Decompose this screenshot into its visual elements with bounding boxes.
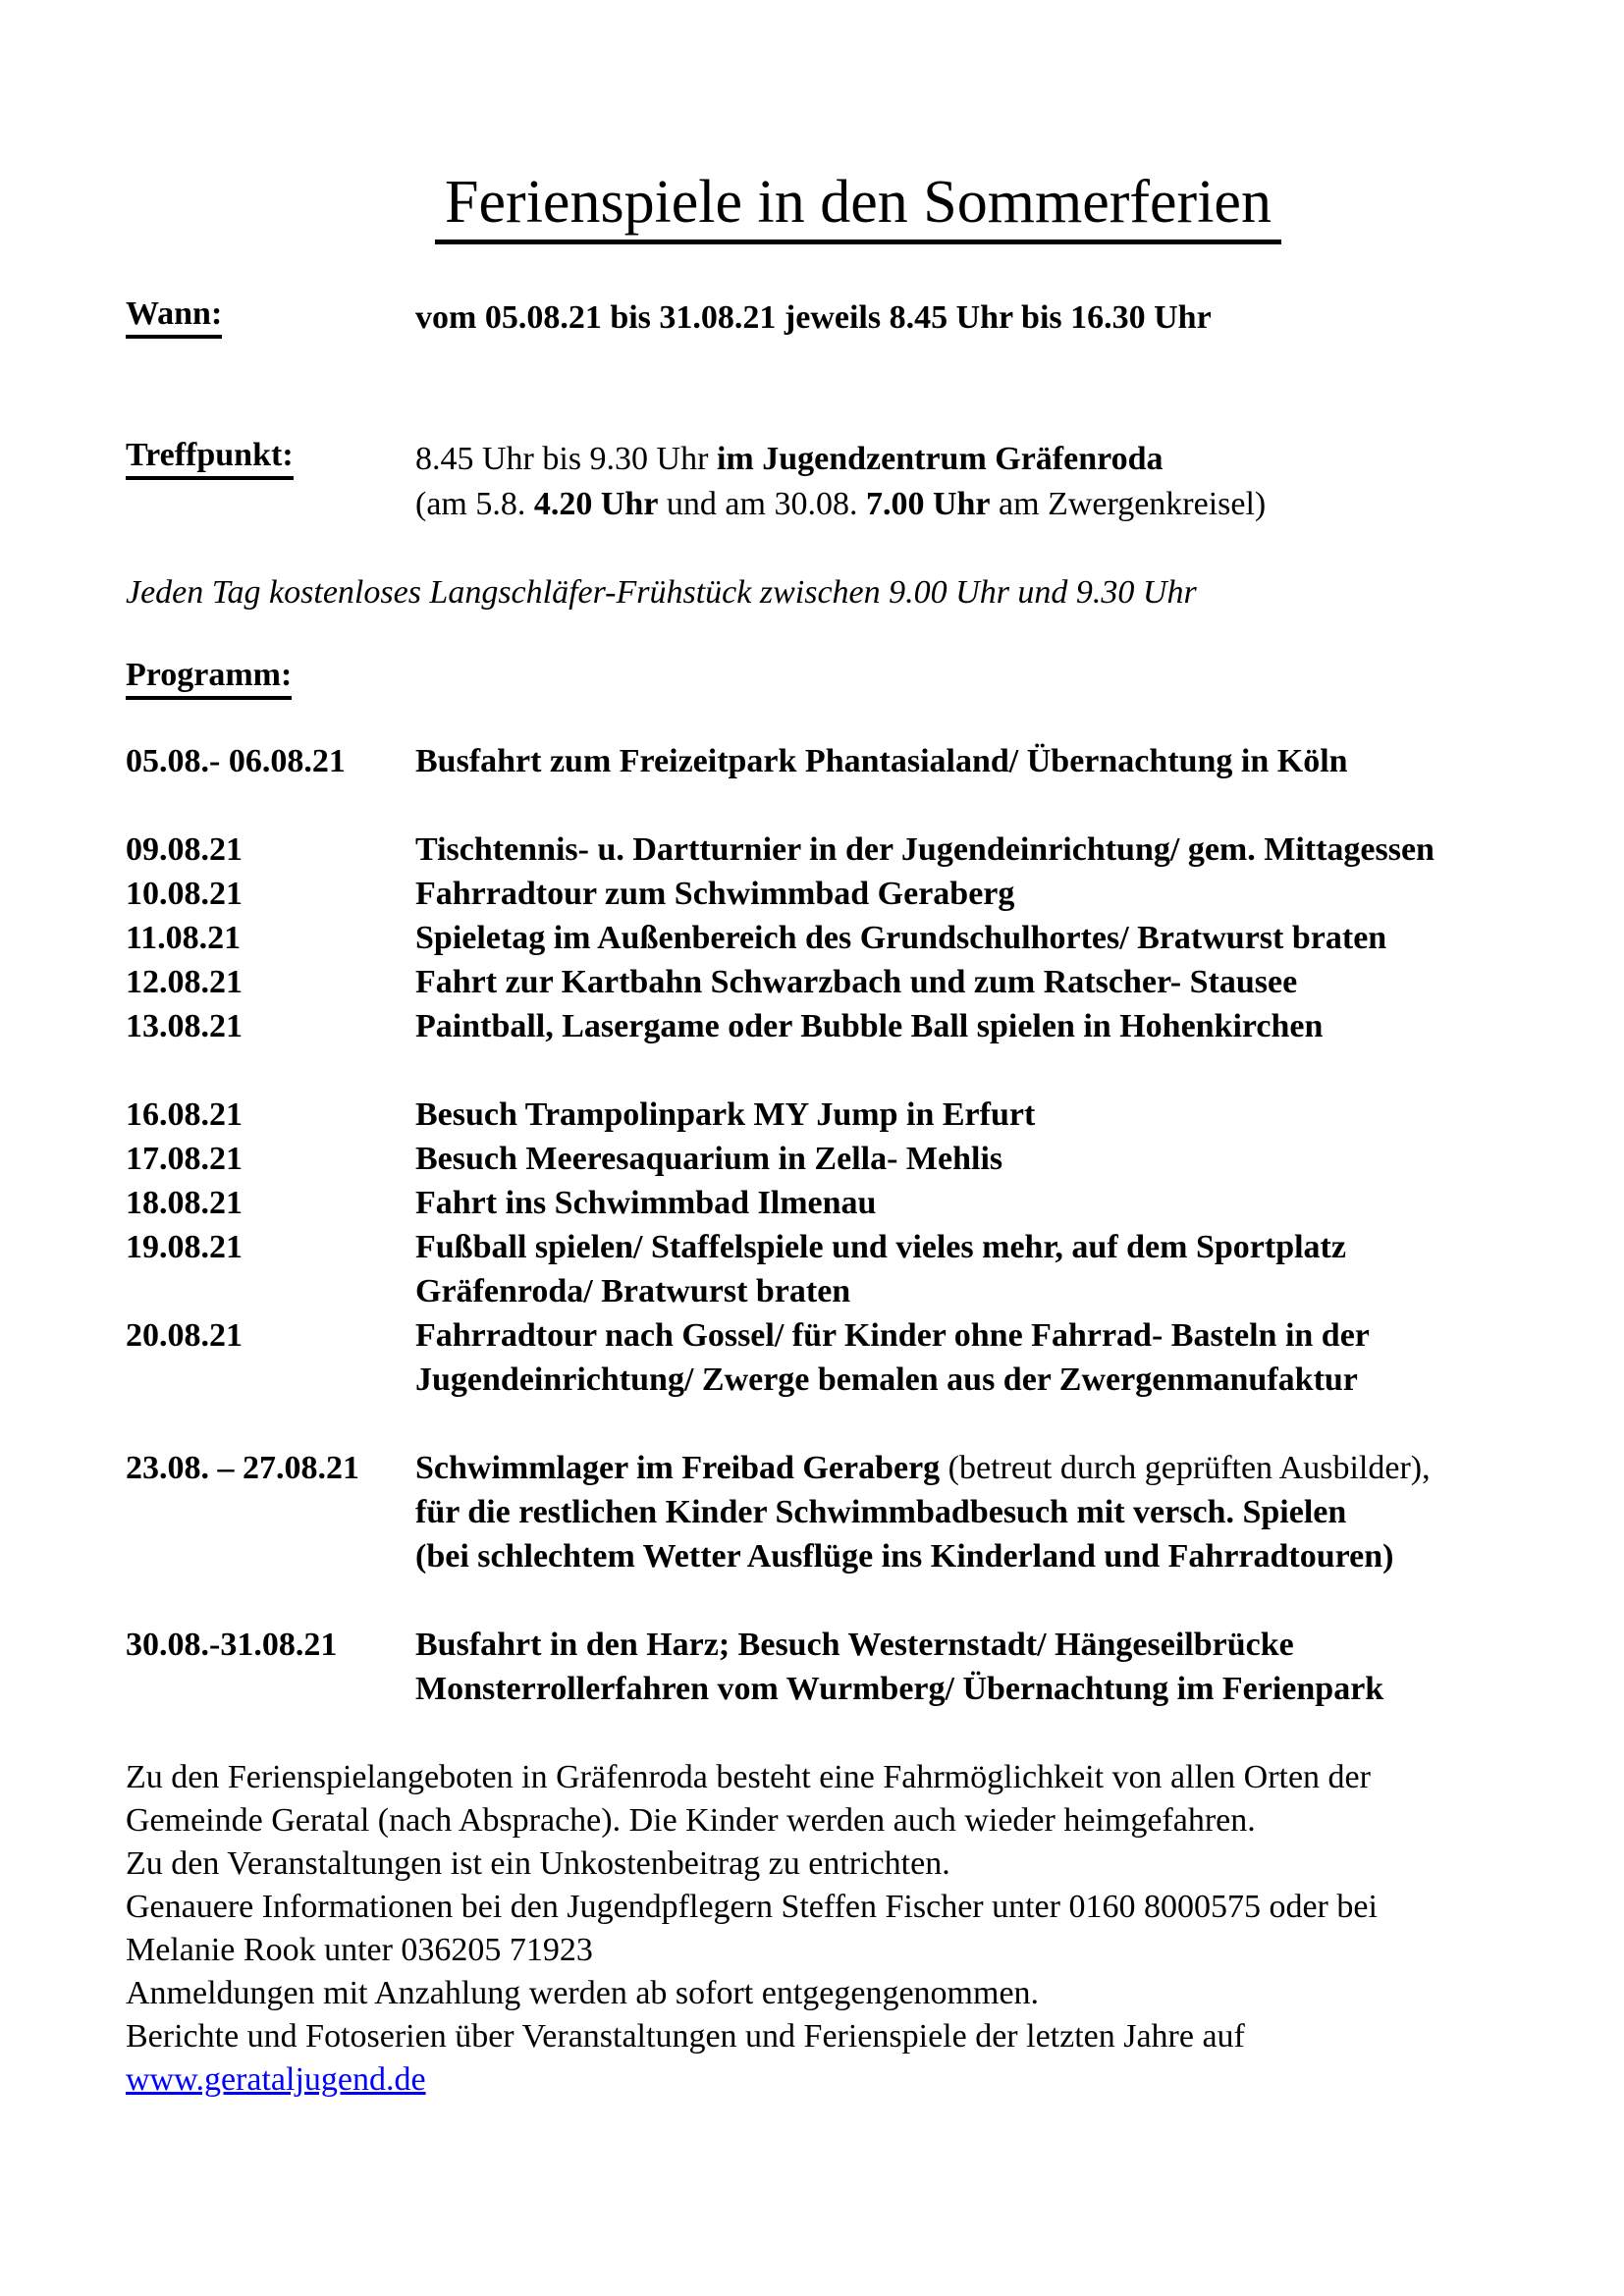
program-date: 09.08.21: [126, 831, 243, 869]
program-activity: Spieletag im Außenbereich des Grundschulhortes/ Bratwurst braten: [415, 920, 1387, 957]
footer-line: Zu den Veranstaltungen ist ein Unkostenbeitrag zu entrichten.: [126, 1845, 950, 1883]
footer-link-line: [126, 2058, 1591, 2102]
footer-line: Berichte und Fotoserien über Veranstaltungen und Ferienspiele der letzten Jahre auf: [126, 2018, 1245, 2056]
program-row: [126, 739, 1591, 783]
program-activity: Tischtennis- u. Dartturnier in der Jugendeinrichtung/ gem. Mittagessen: [415, 831, 1435, 869]
program-date: 13.08.21: [126, 1008, 243, 1045]
program-date: 10.08.21: [126, 876, 243, 913]
program-activity: Besuch Meeresaquarium in Zella- Mehlis: [415, 1141, 1003, 1178]
program-row: [126, 1623, 1591, 1711]
footer-info: [126, 1756, 1591, 2102]
meeting-point-value: [415, 437, 1591, 527]
program-date: 19.08.21: [126, 1229, 243, 1266]
program-activity: Besuch Trampolinpark MY Jump in Erfurt: [415, 1096, 1036, 1134]
website-link[interactable]: www.gerataljugend.de: [126, 2061, 426, 2099]
program-date: 17.08.21: [126, 1141, 243, 1178]
program-date: 16.08.21: [126, 1096, 243, 1134]
program-activity: Fahrradtour zum Schwimmbad Geraberg: [415, 876, 1015, 913]
program-row: [126, 1093, 1591, 1137]
program-activity: Paintball, Lasergame oder Bubble Ball spielen in Hohenkirchen: [415, 1008, 1324, 1045]
program-row: [126, 1137, 1591, 1181]
program-activity: Fußball spielen/ Staffelspiele und vieles mehr, auf dem Sportplatz Gräfenroda/ Bratwurst braten: [415, 1229, 1346, 1310]
program-row: [126, 1225, 1591, 1313]
when-label: Wann:: [126, 295, 415, 339]
program-activity: Schwimmlager im Freibad Geraberg (betreut durch geprüften Ausbilder), für die restlichen Kinder Schwimmbadbesuch mit versch. Spielen (bei schlechtem Wetter Ausflüge ins Kinderland und Fahrradtouren): [415, 1450, 1431, 1575]
program-activity: Fahrt zur Kartbahn Schwarzbach und zum Ratscher- Stausee: [415, 964, 1298, 1001]
daily-breakfast-note: Jeden Tag kostenloses Langschläfer-Frühstück zwischen 9.00 Uhr und 9.30 Uhr: [126, 574, 1197, 612]
when-value: vom 05.08.21 bis 31.08.21 jeweils 8.45 Uhr bis 16.30 Uhr: [415, 299, 1212, 337]
program-date: 12.08.21: [126, 964, 243, 1001]
footer-line: Zu den Ferienspielangeboten in Gräfenroda besteht eine Fahrmöglichkeit von allen Orten der: [126, 1759, 1371, 1796]
footer-line: Anmeldungen mit Anzahlung werden ab sofort entgegengenommen.: [126, 1975, 1040, 2012]
meeting-point-line-2: (am 5.8. 4.20 Uhr und am 30.08. 7.00 Uhr am Zwergenkreisel): [415, 486, 1267, 523]
footer-line: Melanie Rook unter 036205 71923: [126, 1932, 593, 1969]
meeting-point-line-1: 8.45 Uhr bis 9.30 Uhr im Jugendzentrum Gräfenroda: [415, 441, 1164, 478]
program-date: 20.08.21: [126, 1317, 243, 1355]
program-date: 30.08.-31.08.21: [126, 1627, 338, 1664]
program-row: [126, 960, 1591, 1004]
program-row: [126, 872, 1591, 916]
program-date: 11.08.21: [126, 920, 242, 957]
program-date: 05.08.- 06.08.21: [126, 743, 346, 780]
meeting-point-label: Treffpunkt:: [126, 437, 415, 480]
program-row: [126, 828, 1591, 872]
program-row: [126, 1004, 1591, 1048]
footer-line: Genauere Informationen bei den Jugendpflegern Steffen Fischer unter 0160 8000575 oder bei: [126, 1889, 1378, 1926]
program-list: [126, 739, 1591, 1711]
program-date: 23.08. – 27.08.21: [126, 1450, 359, 1487]
page-title: Ferienspiele in den Sommerferien: [435, 169, 1281, 244]
program-activity: Busfahrt in den Harz; Besuch Westernstadt/ Hängeseilbrücke Monsterrollerfahren vom Wurmberg/ Übernachtung im Ferienpark: [415, 1627, 1384, 1708]
program-activity: Fahrt ins Schwimmbad Ilmenau: [415, 1185, 877, 1222]
footer-line: Gemeinde Geratal (nach Absprache). Die Kinder werden auch wieder heimgefahren.: [126, 1802, 1256, 1840]
program-heading: Programm:: [126, 657, 1591, 700]
program-row: [126, 1181, 1591, 1225]
program-date: 18.08.21: [126, 1185, 243, 1222]
program-row: [126, 916, 1591, 960]
program-activity: Busfahrt zum Freizeitpark Phantasialand/ Übernachtung in Köln: [415, 743, 1348, 780]
when-row: [126, 295, 1591, 341]
meeting-point-row: [126, 437, 1591, 527]
title-wrap: [126, 0, 1591, 244]
program-activity: Fahrradtour nach Gossel/ für Kinder ohne Fahrrad- Basteln in der Jugendeinrichtung/ Zwerge bemalen aus der Zwergenmanufaktur: [415, 1317, 1370, 1399]
program-row: [126, 1446, 1591, 1578]
program-row: [126, 1313, 1591, 1402]
